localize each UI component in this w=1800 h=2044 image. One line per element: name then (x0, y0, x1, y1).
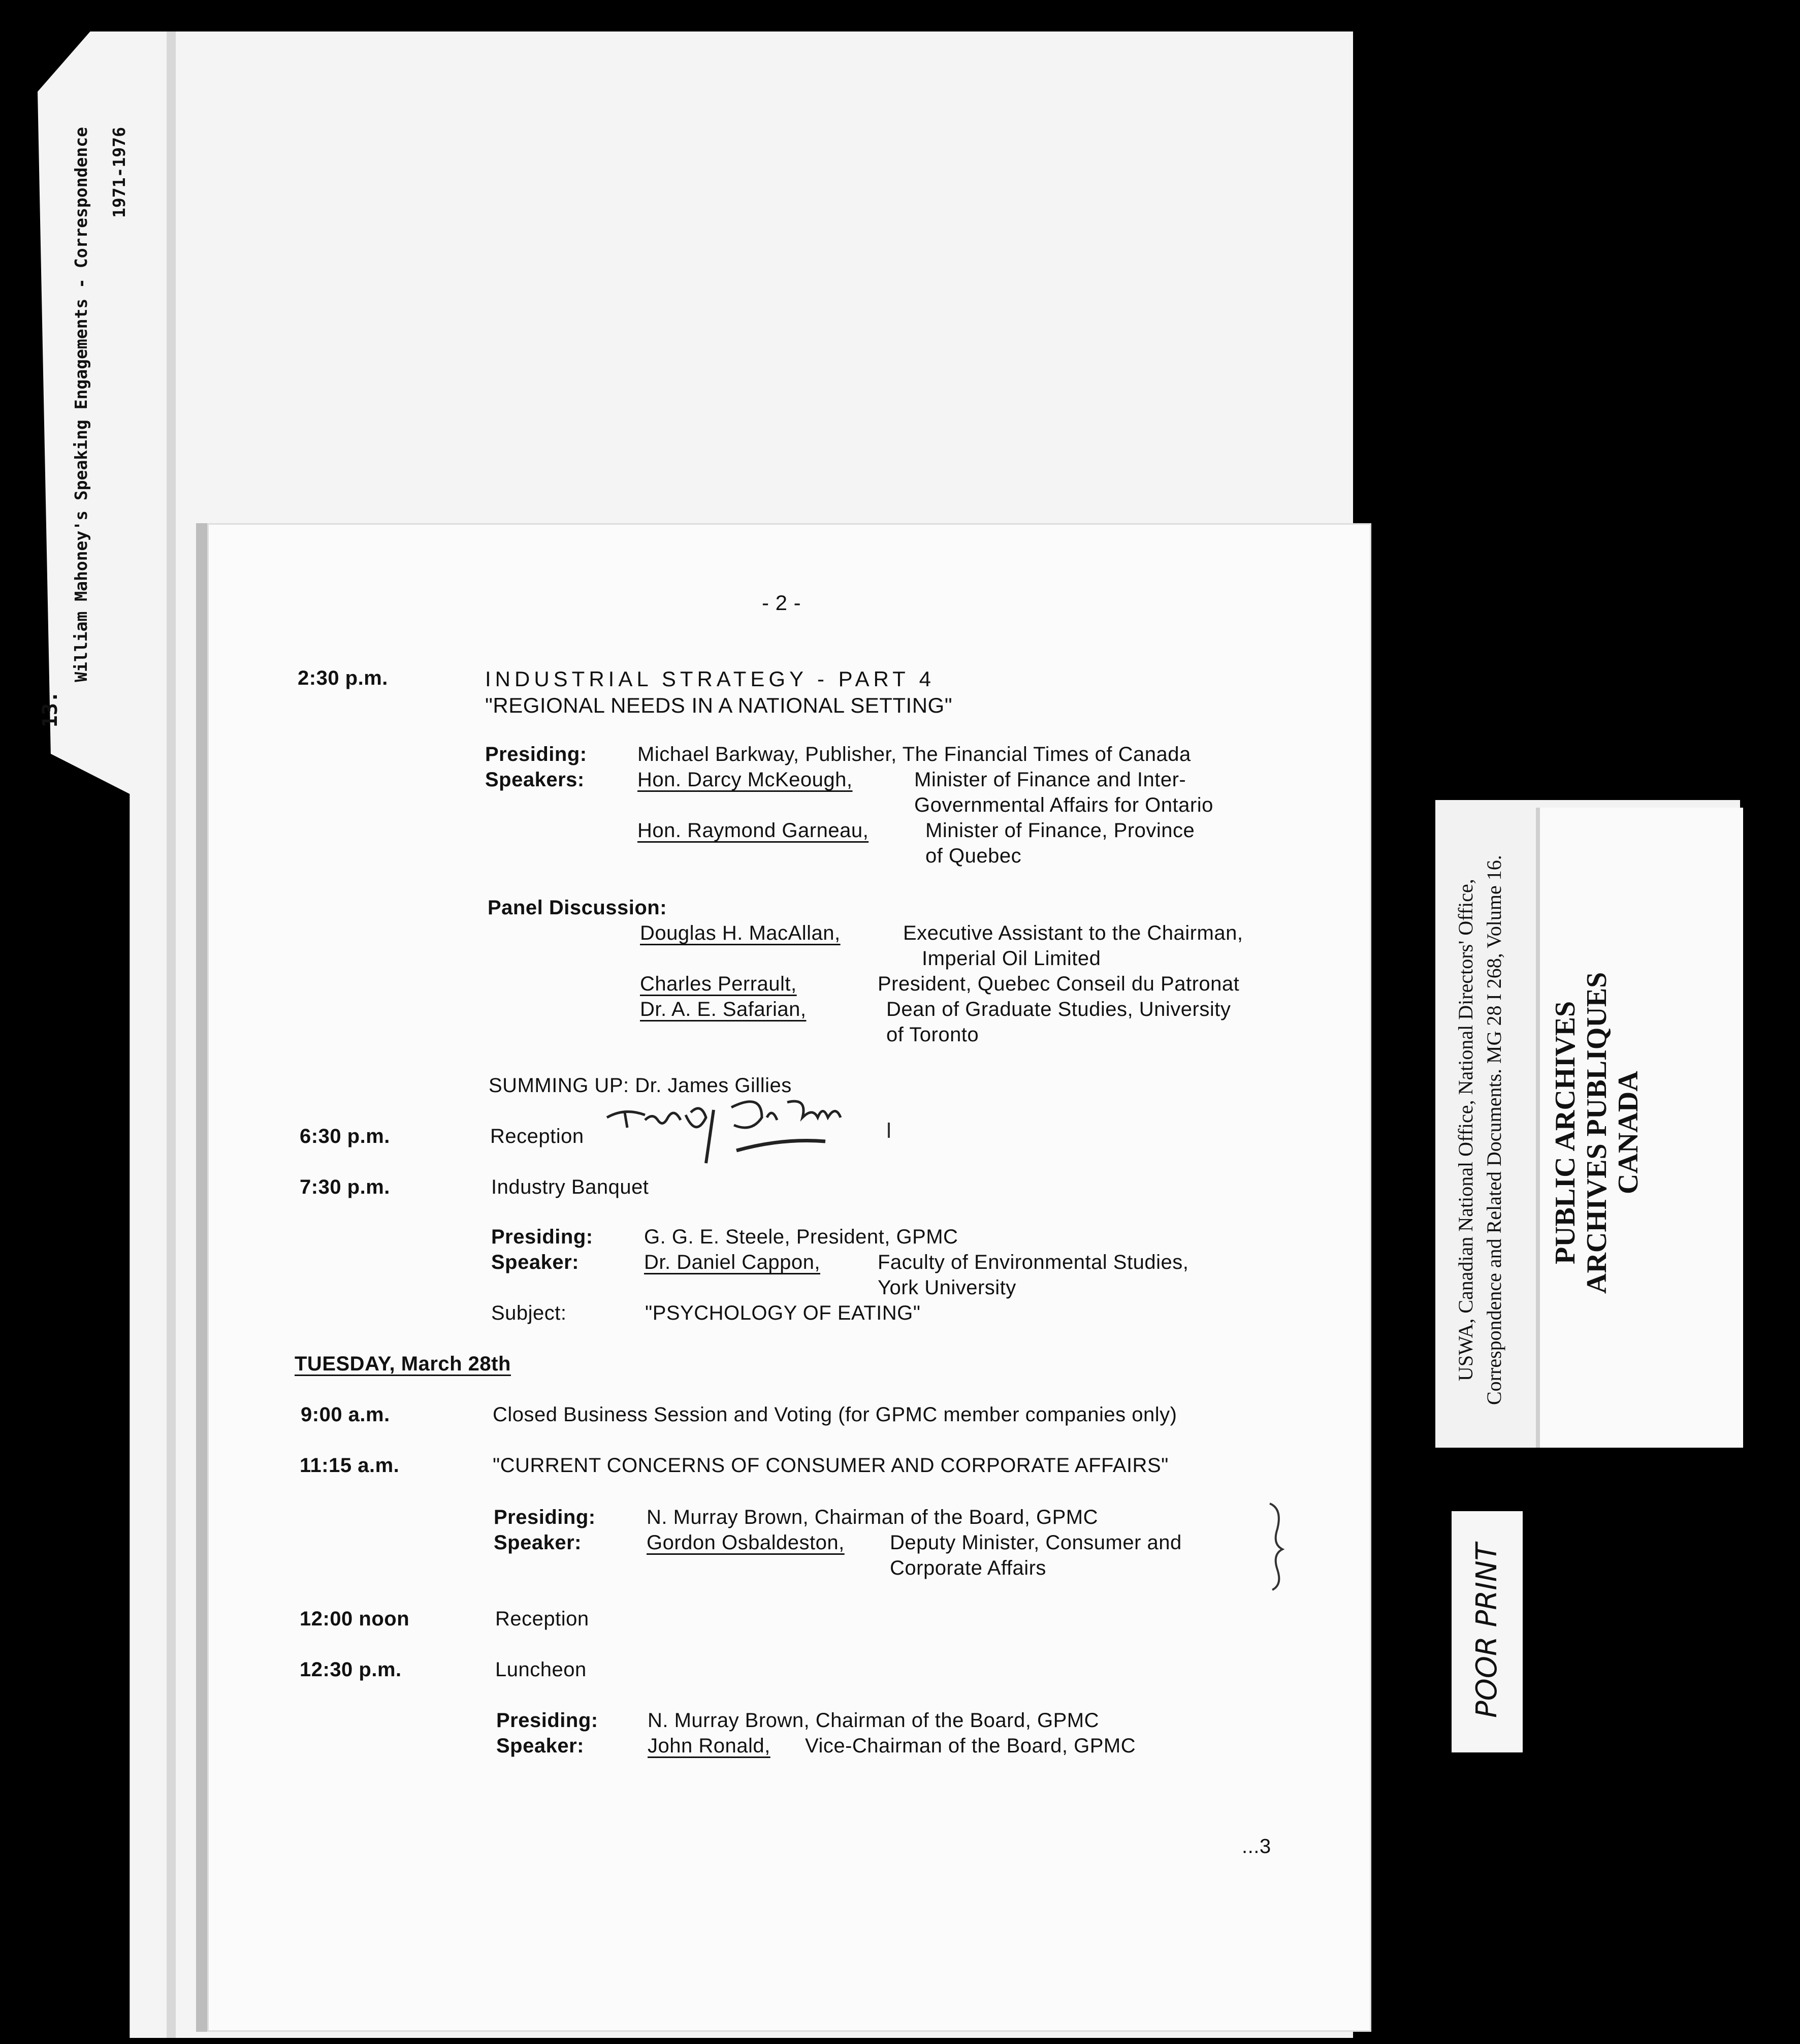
presiding-text: N. Murray Brown, Chairman of the Board, GPMC (647, 1506, 1098, 1528)
speaker-role-cont: Corporate Affairs (890, 1557, 1046, 1579)
speakers-label: Speakers: (485, 769, 585, 791)
panelist-role-cont: Imperial Oil Limited (922, 947, 1101, 970)
presiding-label: Presiding: (496, 1709, 598, 1732)
speaker-label: Speaker: (496, 1735, 584, 1757)
archive-reference-line: USWA, Canadian National Office, National Directors' Office, (1454, 879, 1477, 1382)
handwritten-note (604, 1092, 889, 1171)
archive-stamp-line: PUBLIC ARCHIVES (1550, 1001, 1581, 1265)
event-label: Industry Banquet (491, 1176, 649, 1198)
continued-marker: ...3 (1242, 1835, 1271, 1858)
presiding-text: G. G. E. Steele, President, GPMC (644, 1226, 958, 1248)
session-title: INDUSTRIAL STRATEGY - PART 4 (485, 667, 936, 691)
archive-stamp-line: CANADA (1613, 1071, 1644, 1195)
handwritten-bracket (1267, 1501, 1288, 1595)
time-label: 12:00 noon (300, 1608, 410, 1630)
speaker-role-cont: York University (878, 1276, 1016, 1299)
subject-text: "PSYCHOLOGY OF EATING" (645, 1302, 921, 1324)
speaker-name: Hon. Raymond Garneau, (637, 819, 869, 842)
event-label: Closed Business Session and Voting (for GPMC member companies only) (493, 1403, 1177, 1426)
time-label: 6:30 p.m. (300, 1125, 390, 1147)
folder-edge (167, 31, 176, 2038)
speaker-role-cont: Governmental Affairs for Ontario (914, 794, 1213, 816)
speaker-name: Gordon Osbaldeston, (647, 1531, 845, 1554)
speaker-label: Speaker: (494, 1531, 582, 1554)
panelist-role-cont: of Toronto (886, 1024, 979, 1046)
presiding-label: Presiding: (491, 1226, 593, 1248)
panelist-name: Douglas H. MacAllan, (640, 922, 841, 944)
presiding-label: Presiding: (494, 1506, 596, 1528)
page-number: - 2 - (762, 591, 801, 615)
presiding-text: N. Murray Brown, Chairman of the Board, GPMC (648, 1709, 1099, 1732)
archive-reference-line: Correspondence and Related Documents. MG 28 I 268, Volume 16. (1483, 855, 1505, 1406)
event-label: Reception (490, 1125, 584, 1147)
time-label: 11:15 a.m. (300, 1454, 400, 1477)
speaker-role: Minister of Finance, Province (925, 819, 1195, 842)
event-label: Luncheon (495, 1658, 587, 1681)
speaker-role-cont: of Quebec (925, 845, 1022, 867)
speaker-role: Deputy Minister, Consumer and (890, 1531, 1182, 1554)
panelist-role: Dean of Graduate Studies, University (886, 998, 1231, 1020)
speaker-role: Vice-Chairman of the Board, GPMC (805, 1735, 1136, 1757)
presiding-label: Presiding: (485, 743, 587, 765)
panelist-name: Charles Perrault, (640, 973, 797, 995)
archive-stamp-line: ARCHIVES PUBLIQUES (1581, 972, 1613, 1294)
event-label: "CURRENT CONCERNS OF CONSUMER AND CORPORATE AFFAIRS" (493, 1454, 1169, 1477)
subject-label: Subject: (491, 1302, 567, 1324)
panelist-name: Dr. A. E. Safarian, (640, 998, 807, 1020)
time-label: 12:30 p.m. (300, 1658, 402, 1681)
speaker-name: John Ronald, (648, 1735, 770, 1757)
speaker-name: Hon. Darcy McKeough, (637, 769, 853, 791)
panelist-role: Executive Assistant to the Chairman, (903, 922, 1243, 944)
time-label: 9:00 a.m. (301, 1403, 390, 1426)
summing-up: SUMMING UP: Dr. James Gillies (489, 1074, 792, 1097)
day-heading: TUESDAY, March 28th (295, 1353, 511, 1375)
time-label: 2:30 p.m. (298, 667, 388, 689)
speaker-label: Speaker: (491, 1251, 579, 1273)
folder-tab-number: 13. (39, 691, 62, 728)
ink-mark (888, 1123, 890, 1138)
session-subtitle: "REGIONAL NEEDS IN A NATIONAL SETTING" (485, 693, 953, 717)
panel-label: Panel Discussion: (488, 897, 667, 919)
speaker-role: Faculty of Environmental Studies, (878, 1251, 1189, 1273)
poor-print-note: POOR PRINT (1470, 1543, 1503, 1718)
speaker-name: Dr. Daniel Cappon, (644, 1251, 820, 1273)
panelist-role: President, Quebec Conseil du Patronat (878, 973, 1240, 995)
event-label: Reception (495, 1608, 589, 1630)
speaker-role: Minister of Finance and Inter- (914, 769, 1186, 791)
presiding-text: Michael Barkway, Publisher, The Financial Times of Canada (637, 743, 1191, 765)
time-label: 7:30 p.m. (300, 1176, 390, 1198)
folder-tab-title: William Mahoney's Speaking Engagements - Correspondence (71, 127, 91, 682)
folder-tab-years: 1971-1976 (109, 127, 129, 218)
